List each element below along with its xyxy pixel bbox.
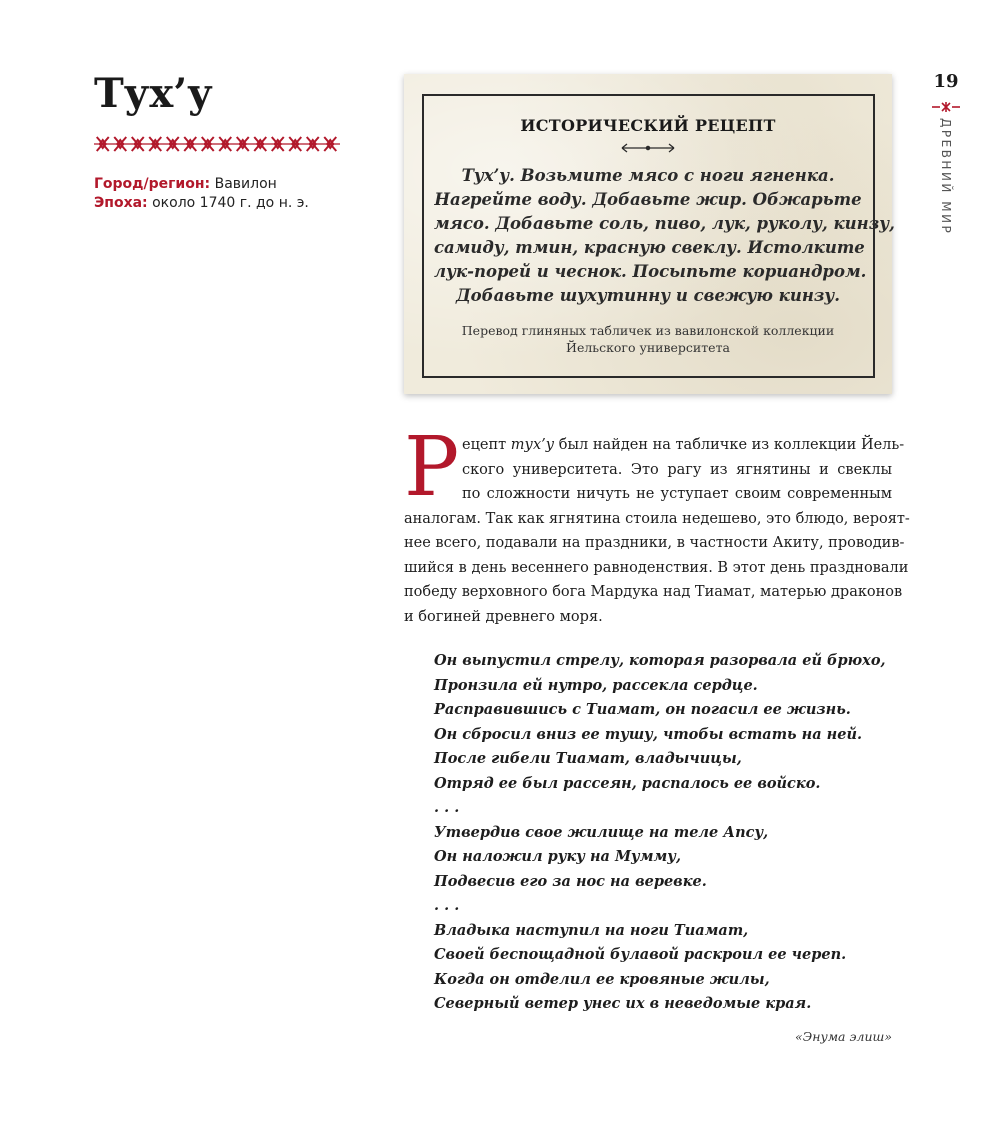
- embroidery-ornament: [94, 133, 340, 155]
- ornament-motif: [149, 137, 161, 151]
- era-value: около 1740 г. до н. э.: [152, 195, 309, 211]
- card-line: самиду, тмин, красную свеклу. Истолките: [434, 238, 865, 257]
- poem-line: После гибели Тиамат, владычицы,: [434, 750, 742, 767]
- card-line: Нагрейте воду. Добавьте жир. Обжарьте: [434, 190, 862, 209]
- ornament-motif: [202, 137, 214, 151]
- body-text: [404, 420, 910, 629]
- poem-attribution: «Энума элиш»: [795, 1029, 892, 1044]
- card-title: ИСТОРИЧЕСКИЙ РЕЦЕПТ: [520, 116, 776, 135]
- ornament-motif: [272, 137, 284, 151]
- region-label: Город/регион:: [94, 176, 211, 192]
- body-line: ского университета. Это рагу из ягнятины и свеклы: [462, 461, 892, 478]
- poem-line: . . .: [434, 799, 460, 816]
- page-title: Тух’у: [94, 70, 213, 117]
- card-recipe-text: [434, 164, 895, 308]
- divider-flourish-icon: [618, 142, 678, 154]
- historical-recipe-card: [404, 74, 895, 394]
- body-text-span: ецепт: [462, 437, 511, 453]
- poem-line: Владыка наступил на ноги Тиамат,: [434, 921, 749, 939]
- card-source-line: Перевод глиняных табличек из вавилонской коллекции: [461, 323, 835, 338]
- poem-line: Отряд ее был рассеян, распалось ее войско.: [434, 774, 821, 792]
- body-line: и богиней древнего моря.: [404, 608, 603, 625]
- era-row: [94, 194, 309, 213]
- poem-line: Расправившись с Тиамат, он погасил ее жизнь.: [434, 701, 851, 718]
- poem-line: Он сбросил вниз ее тушу, чтобы встать на ней.: [434, 725, 863, 743]
- ornament-motif: [289, 137, 301, 151]
- body-line: шийся в день весеннего равноденствия. В этот день праздновали: [404, 559, 909, 576]
- region-row: [94, 175, 309, 194]
- poem-line: Своей беспощадной булавой раскроил ее череп.: [434, 946, 847, 963]
- poem-line: Когда он отделил ее кровяные жилы,: [434, 970, 770, 988]
- page-number: 19: [933, 71, 959, 92]
- ornament-motif: [307, 137, 319, 151]
- ornament-motif: [132, 137, 144, 151]
- body-line: [404, 433, 905, 458]
- region-value: Вавилон: [214, 176, 277, 192]
- body-line: по сложности ничуть не уступает своим современным: [462, 486, 892, 502]
- card-line: мясо. Добавьте соль, пиво, лук, руколу, кинзу,: [434, 214, 895, 233]
- ornament-motif: [97, 137, 109, 151]
- poem-excerpt: [434, 649, 886, 1017]
- ornament-motif: [237, 137, 249, 151]
- body-line: победу верховного бога Мардука над Тиамат, матерью драконов: [404, 584, 903, 600]
- dish-name-italic: тух’у: [510, 437, 555, 453]
- body-line: аналогам. Так как ягнятина стоила недешево, это блюдо, вероят-: [404, 510, 910, 527]
- card-line: Тух’у. Возьмите мясо с ноги ягненка.: [461, 166, 835, 185]
- poem-line: Пронзила ей нутро, рассекла сердце.: [434, 676, 758, 694]
- era-label: Эпоха:: [94, 195, 148, 211]
- card-line: Добавьте шухутинну и свежую кинзу.: [455, 286, 840, 305]
- ornament-motif: [219, 137, 231, 151]
- ornament-motif: [167, 137, 179, 151]
- recipe-meta: [94, 175, 309, 213]
- card-source: [434, 322, 862, 356]
- card-source-line: Йельского университета: [566, 340, 730, 355]
- ornament-motif: [184, 137, 196, 151]
- poem-line: Подвесив его за нос на веревке.: [434, 872, 707, 890]
- ornament-motif: [114, 137, 126, 151]
- poem-line: Он выпустил стрелу, которая разорвала ей брюхо,: [434, 652, 886, 669]
- side-ornament-icon: [932, 100, 960, 114]
- ornament-motif: [254, 137, 266, 151]
- poem-line: Северный ветер унес их в неведомые края.: [434, 995, 812, 1012]
- poem-line: Он наложил руку на Мумму,: [434, 848, 682, 865]
- body-text-span: был найден на табличке из коллекции Йель-: [554, 437, 905, 453]
- body-line: нее всего, подавали на праздники, в частности Акиту, проводив-: [404, 535, 905, 551]
- running-head: ДРЕВНИЙ МИР: [939, 118, 953, 236]
- card-line: лук-порей и чеснок. Посыпьте кориандром.: [434, 262, 867, 281]
- poem-line: . . .: [434, 897, 460, 914]
- ornament-motif: [324, 137, 336, 151]
- drop-cap: Р: [404, 420, 460, 515]
- poem-line: Утвердив свое жилище на теле Апсу,: [434, 823, 769, 841]
